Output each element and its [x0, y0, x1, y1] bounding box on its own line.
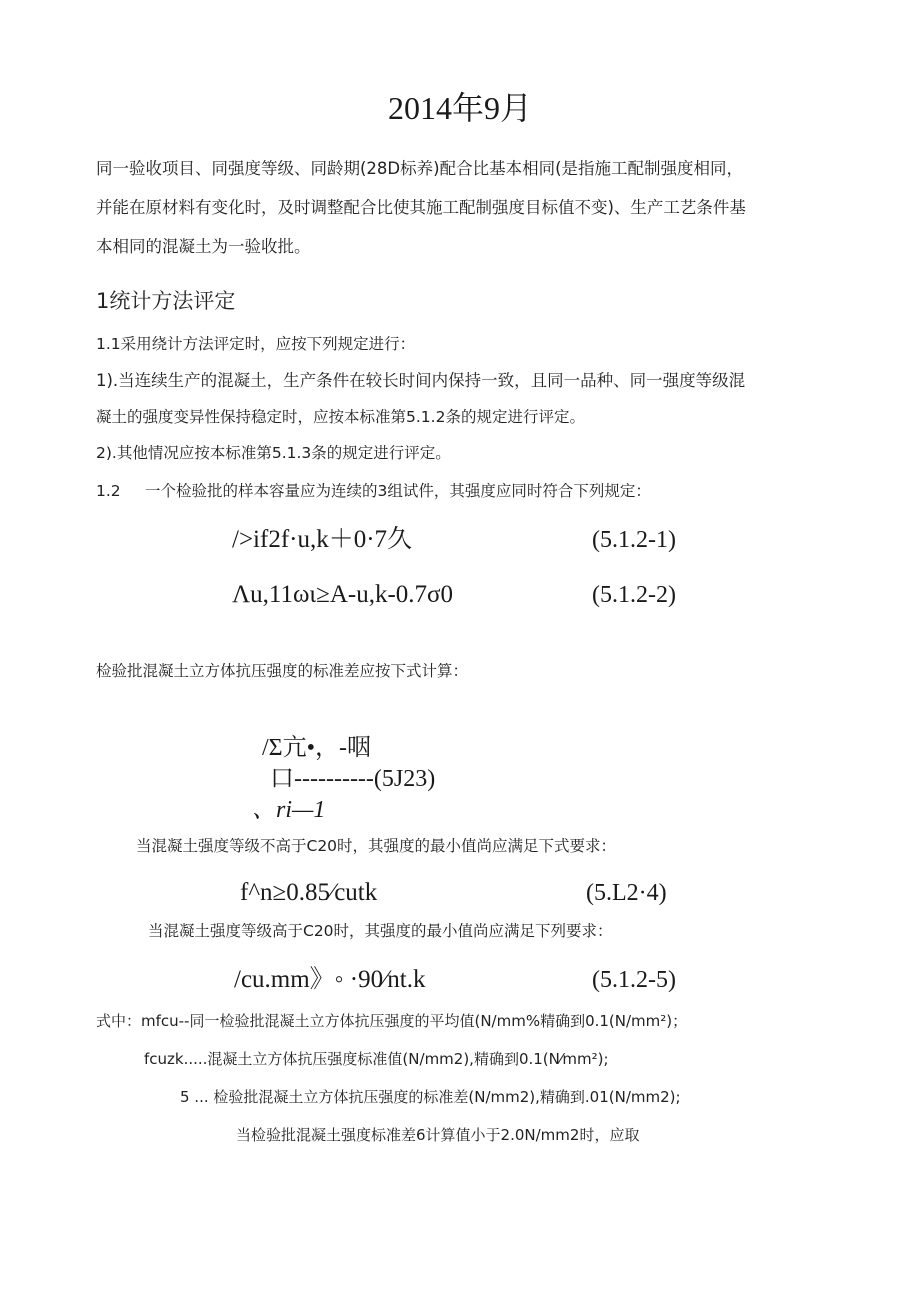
definition-stddev-min: 当检验批混凝土强度标准差6计算值小于2.0N/mm2时，应取 — [236, 1126, 640, 1144]
formula-number-5-l-2-4: (5.L2·4) — [586, 880, 667, 906]
definition-stddev: 5 ... 检验批混凝土立方体抗压强度的标准差(N/mm2),精确到.01(N/mm2); — [180, 1088, 681, 1106]
formula-number-5-1-2-1: (5.1.2-1) — [592, 527, 676, 553]
c20-high-condition: 当混凝土强度等级高于C20时，其强度的最小值尚应满足下列要求： — [148, 922, 613, 940]
intro-line-1: 同一验收项目、同强度等级、同龄期(28D标养)配合比基本相同(是指施工配制强度相同， — [96, 159, 744, 178]
rule-1-2-text: 一个检验批的样本容量应为连续的3组试件，其强度应同时符合下列规定： — [145, 482, 651, 500]
definition-fcuk: fcuzk.....混凝土立方体抗压强度标准值(N/mm2),精确到0.1(N⁄mm²); — [144, 1050, 609, 1068]
formula-number-5-1-2-5: (5.1.2-5) — [592, 967, 676, 993]
page-title: 2014年9月 — [387, 90, 532, 126]
rule-1-line-1: 1).当连续生产的混凝土，生产条件在较长时间内保持一致，且同一品种、同一强度等级混 — [96, 371, 746, 390]
rule-2: 2).其他情况应按本标准第5.1.3条的规定进行评定。 — [96, 444, 451, 462]
rule-1-line-2: 凝土的强度变异性保持稳定时，应按本标准第5.1.2条的规定进行评定。 — [96, 408, 585, 426]
rule-1-1: 1.1采用绕计方法评定时，应按下列规定进行： — [96, 335, 416, 353]
stddev-formula-text-1: /Σ亢•，-咽 — [262, 735, 372, 761]
c20-low-condition: 当混凝土强度等级不高于C20时，其强度的最小值尚应满足下式要求： — [136, 837, 617, 855]
definition-mfcu: 式中：mfcu--同一检验批混凝土立方体抗压强度的平均值(N/mm%精确到0.1(N/mm²)； — [96, 1012, 688, 1030]
intro-line-3: 本相同的混凝土为一验收批。 — [96, 237, 311, 256]
rule-1-2-number: 1.2 — [96, 482, 121, 500]
formula-5-1-2-5: /cu.mm》◦ ·90⁄nt.k — [234, 966, 426, 993]
formula-5-1-2-1: />if2f·u,k＋0·7久 — [232, 526, 413, 553]
section-heading: 1统计方法评定 — [96, 289, 236, 313]
stddev-formula-line-1 — [262, 733, 371, 763]
stddev-formula-line-2: 口----------(5J23) — [270, 766, 436, 792]
stddev-intro: 检验批混凝土立方体抗压强度的标准差应按下式计算： — [96, 662, 469, 680]
formula-5-l-2-4: f^n≥0.85⁄cutk — [240, 879, 378, 906]
stddev-formula-line-3: 、ri—1 — [252, 797, 326, 823]
formula-number-5-1-2-2: (5.1.2-2) — [592, 582, 676, 608]
formula-5-1-2-2: Λu,11ωι≥A-u,k-0.7σ0 — [232, 581, 454, 608]
intro-line-2: 并能在原材料有变化时，及时调整配合比使其施工配制强度目标值不变)、生产工艺条件基 — [96, 198, 746, 217]
